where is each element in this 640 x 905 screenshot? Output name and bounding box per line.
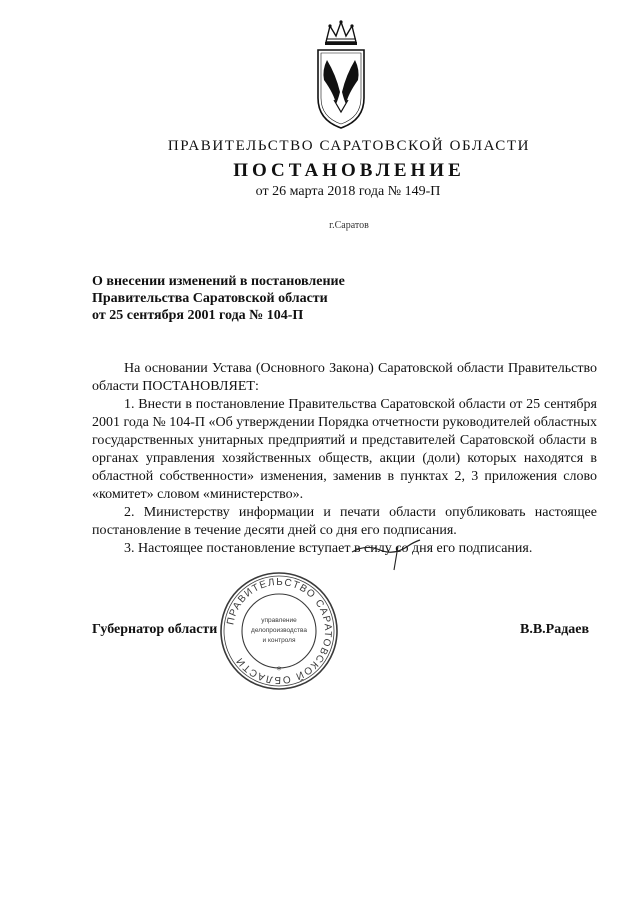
svg-text:*: *: [276, 665, 282, 676]
saratov-coat-of-arms-icon: [312, 20, 370, 132]
subject-line-3: от 25 сентября 2001 года № 104-П: [92, 308, 304, 323]
document-date-number: от 26 марта 2018 года № 149-П: [255, 184, 441, 199]
preamble-paragraph: На основании Устава (Основного Закона) Саратовской области Правительство области ПОСТАНОВЛЯЕТ:: [92, 361, 597, 394]
signatory-name: В.В.Радаев: [520, 622, 590, 637]
document-subject: [92, 273, 412, 324]
government-title: ПРАВИТЕЛЬСТВО САРАТОВСКОЙ ОБЛАСТИ: [167, 138, 531, 154]
item-1-paragraph: 1. Внести в постановление Правительства Саратовской области от 25 сентября 2001 года № 104-П «Об утверждении Порядка отчетности руководителей областных государственных унитарных предприятий и представителей Саратовской области в органах управления хозяйственных обществ, акции (доли) которых находятся в областной собственности» изменения, заменив в пунктах 2, 3 приложения слово «комитет» словом «министерство».: [92, 397, 597, 502]
item-2-paragraph: 2. Министерству информации и печати области опубликовать настоящее постановление в течение десяти дней со дня его подписания.: [92, 505, 597, 538]
document-city: г.Саратов: [329, 220, 369, 231]
stamp-inner-line-1: управление: [261, 617, 297, 624]
stamp-outer-text: ПРАВИТЕЛЬСТВО САРАТОВСКОЙ ОБЛАСТИ: [225, 576, 334, 686]
document-type-title: ПОСТАНОВЛЕНИЕ: [233, 160, 465, 181]
signatory-position: Губернатор области: [92, 622, 218, 637]
stamp-inner-line-3: и контроля: [262, 637, 296, 644]
item-3-paragraph: 3. Настоящее постановление вступает в силу со дня его подписания.: [124, 541, 533, 556]
subject-line-1: О внесении изменений в постановление: [92, 274, 345, 289]
subject-line-2: Правительства Саратовской области: [92, 291, 328, 306]
handwritten-signature-mark: [350, 536, 422, 572]
official-seal-stamp: [218, 570, 340, 692]
stamp-inner-line-2: делопроизводства: [251, 627, 307, 634]
document-body: [92, 360, 597, 558]
